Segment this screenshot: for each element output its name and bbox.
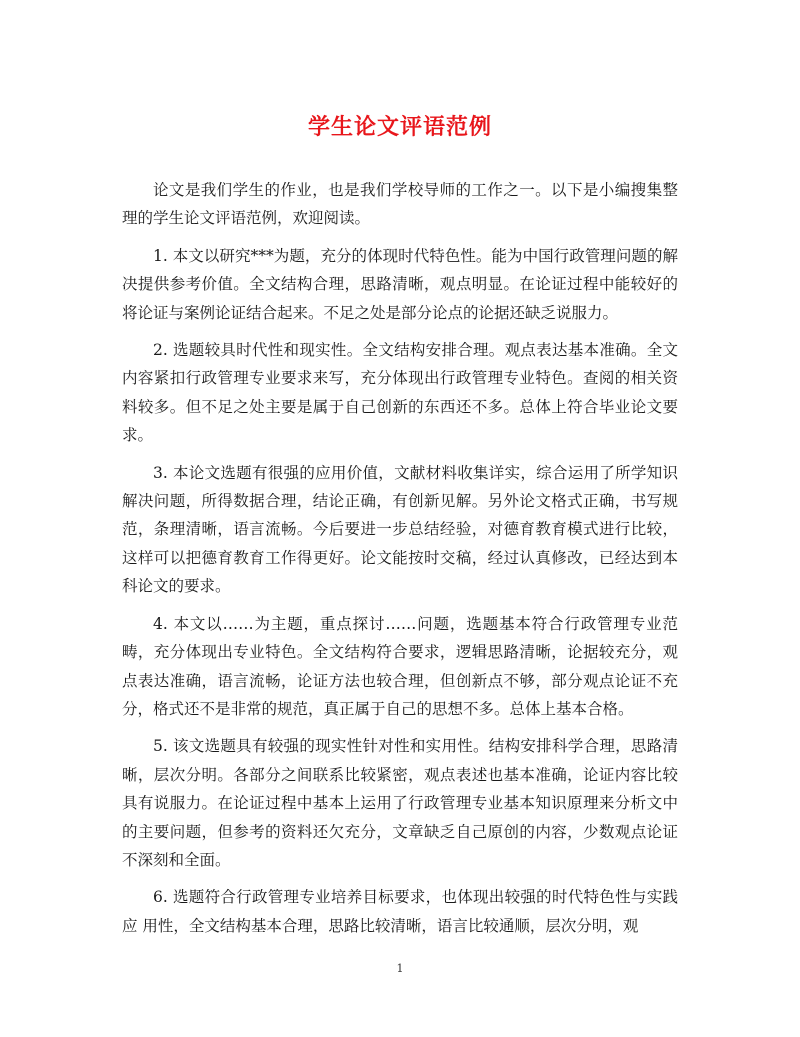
document-body — [122, 176, 678, 949]
intro-paragraph: 论文是我们学生的作业，也是我们学校导师的工作之一。以下是小编搜集整理的学生论文评语范例，欢迎阅读。 — [122, 181, 678, 228]
comment-paragraph-1: 1. 本文以研究***为题，充分的体现时代特色性。能为中国行政管理问题的解决提供参考价值。全文结构合理，思路清晰，观点明显。在论证过程中能较好的将论证与案例论证结合起来。不足之处是部分论点的论据还缺乏说服力。 — [122, 246, 678, 322]
page-number: 1 — [396, 962, 404, 975]
comment-paragraph-4: 4. 本文以……为主题，重点探讨……问题，选题基本符合行政管理专业范畴，充分体现出专业特色。全文结构符合要求，逻辑思路清晰，论据较充分，观点表达准确，语言流畅，论证方法也较合理，但创新点不够，部分观点论证不充分，格式还不是非常的规范，真正属于自己的思想不多。总体上基本合格。 — [122, 614, 678, 718]
comment-paragraph-2: 2. 选题较具时代性和现实性。全文结构安排合理。观点表达基本准确。全文内容紧扣行政管理专业要求来写，充分体现出行政管理专业特色。查阅的相关资料较多。但不足之处主要是属于自己创新的东西还不多。总体上符合毕业论文要求。 — [122, 341, 678, 445]
comment-paragraph-3: 3. 本论文选题有很强的应用价值，文献材料收集详实，综合运用了所学知识解决问题，所得数据合理，结论正确，有创新见解。另外论文格式正确，书写规范，条理清晰，语言流畅。今后要进一步总结经验，对德育教育模式进行比较，这样可以把德育教育工作得更好。论文能按时交稿，经过认真修改，已经达到本科论文的要求。 — [122, 463, 678, 596]
comment-paragraph-5: 5. 该文选题具有较强的现实性针对性和实用性。结构安排科学合理，思路清晰，层次分明。各部分之间联系比较紧密，观点表述也基本准确，论证内容比较具有说服力。在论证过程中基本上运用了行政管理专业基本知识原理来分析文中的主要问题，但参考的资料还欠充分，文章缺乏自己原创的内容，少数观点论证不深刻和全面。 — [122, 737, 678, 869]
document-title: 学生论文评语范例 — [307, 115, 492, 140]
comment-paragraph-6: 6. 选题符合行政管理专业培养目标要求，也体现出较强的时代特色性与实践应 用性，全文结构基本合理，思路比较清晰，语言比较通顺，层次分明，观 — [122, 888, 678, 935]
